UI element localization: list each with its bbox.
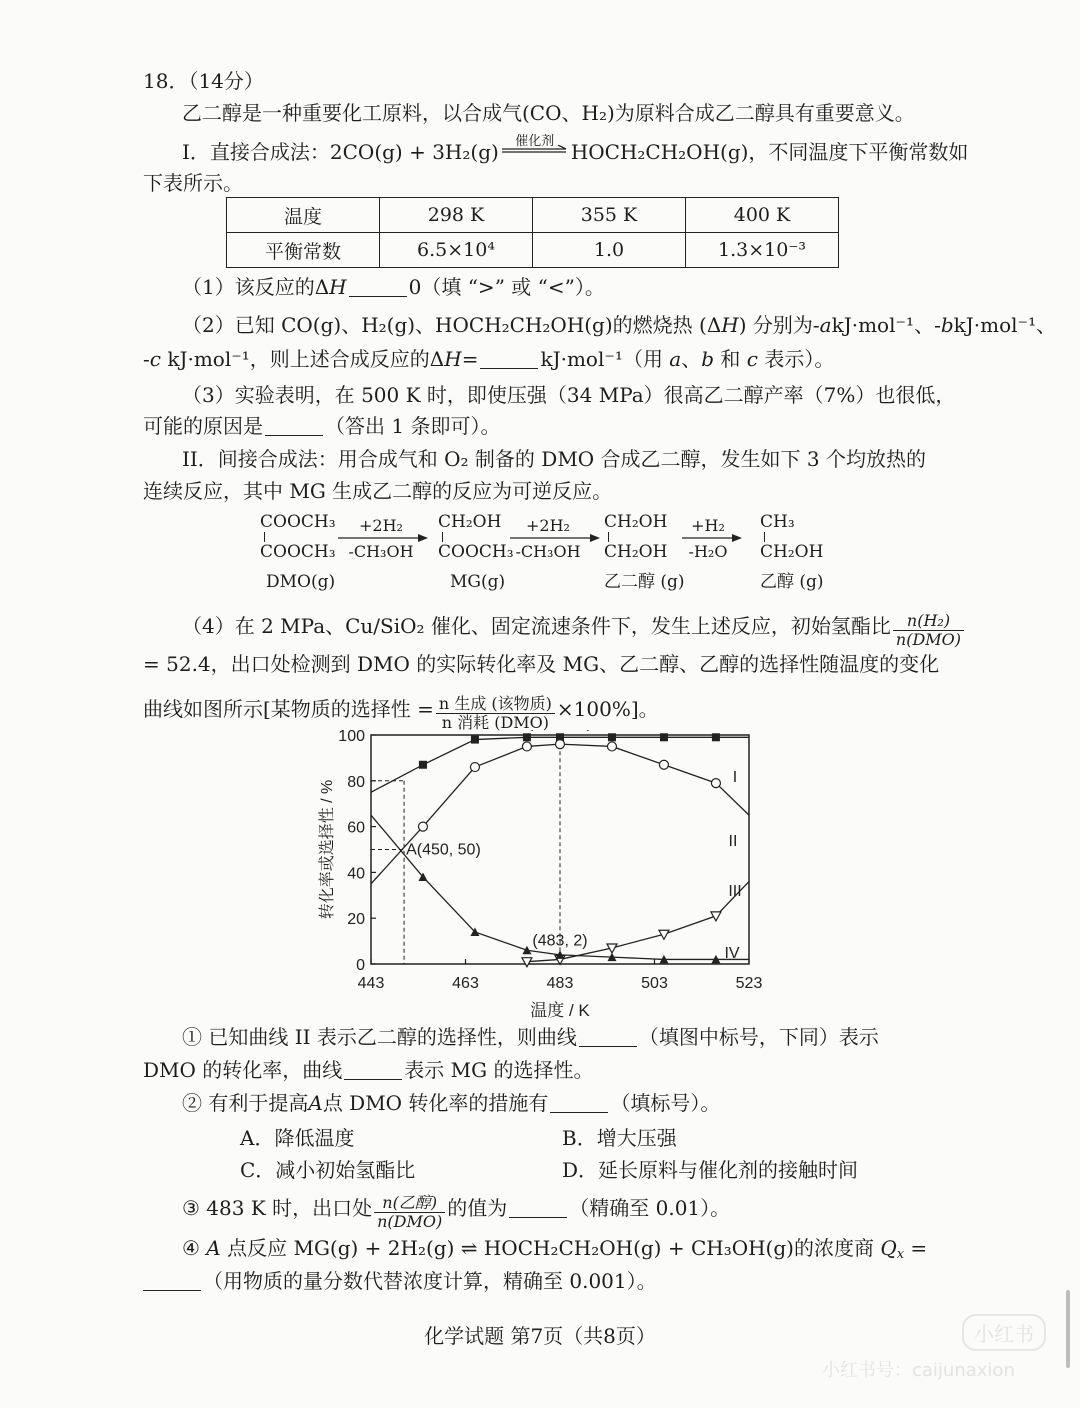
part1-label: I．直接合成法： <box>182 140 330 164</box>
option-c[interactable]: C．减小初始氢酯比 <box>240 1158 416 1182</box>
q3-text: 可能的原因是 <box>143 414 263 438</box>
q-symbol: Q <box>880 1236 897 1260</box>
ratio-denominator: n(DMO) <box>895 630 962 649</box>
option-d[interactable]: D．延长原料与催化剂的接触时间 <box>562 1158 859 1182</box>
sub2-text: 点 DMO 转化率的措施有 <box>322 1091 549 1115</box>
series-line-II <box>371 744 749 884</box>
cond2-top: +2H₂ <box>526 516 570 535</box>
point-I <box>419 761 427 769</box>
q2-text: - <box>143 347 150 371</box>
ratio-numerator: n(H₂) <box>893 612 964 631</box>
q2-text: kJ·mol⁻¹（用 <box>540 347 663 371</box>
ethanol-top: CH₃ <box>760 512 795 532</box>
sub4-text: 点反应 MG(g) + 2H₂(g) ⇌ HOCH₂CH₂OH(g) + CH₃OH(g)的浓度商 <box>220 1236 874 1260</box>
point-II <box>470 763 479 772</box>
sub1-text: 表示 MG 的选择性。 <box>404 1058 594 1082</box>
selectivity-numerator: n 生成 (该物质) <box>436 695 555 714</box>
eg-top: CH₂OH <box>604 512 668 532</box>
ethanol-bottom: CH₂OH <box>760 542 824 562</box>
point-III <box>711 912 721 921</box>
y-tick-label: 100 <box>338 730 365 745</box>
conversion-selectivity-chart <box>310 730 780 1030</box>
eg-name: 乙二醇 (g) <box>604 572 685 592</box>
part1-reactants: 2CO(g) + 3H₂(g) <box>329 140 499 164</box>
sub2-text: （填标号）。 <box>610 1091 721 1115</box>
x-tick-label: 483 <box>546 975 574 992</box>
equilibrium-table <box>226 197 839 268</box>
q4-line2: = 52.4，出口处检测到 DMO 的实际转化率及 MG、乙二醇、乙醇的选择性随温度的变化 <box>143 652 940 676</box>
mg-name: MG(g) <box>450 572 506 592</box>
point-IV <box>522 946 531 955</box>
point-I <box>608 733 616 741</box>
q-subscript: x <box>896 1247 905 1262</box>
q2-var-h: H <box>444 347 462 371</box>
point-I <box>712 733 720 741</box>
dmo-top: COOCH₃ <box>260 512 336 532</box>
q2-var-b: b <box>940 313 954 337</box>
point-II <box>711 779 720 788</box>
q4-text: ×100%]。 <box>556 697 659 721</box>
q2-var-h: H <box>721 313 739 337</box>
option-a[interactable]: A．降低温度 <box>240 1126 355 1150</box>
part2-line1: II．间接合成法：用合成气和 O₂ 制备的 DMO 合成乙二醇，发生如下 3 个均放热的 <box>182 447 926 471</box>
point-III <box>522 958 532 967</box>
sub3-text: ③ 483 K 时，出口处 <box>182 1196 373 1220</box>
annotation: (483, 2) <box>532 932 588 950</box>
sub4-text: （用物质的量分数代替浓度计算，精确至 0.001）。 <box>203 1269 657 1293</box>
x-tick-label: 443 <box>357 975 385 992</box>
q2-var-b: b <box>701 347 715 371</box>
series-label-II: II <box>728 833 738 850</box>
q1-var: H <box>329 275 347 299</box>
table-header: 355 K <box>533 198 686 233</box>
y-tick-label: 60 <box>347 819 365 837</box>
point-a-label: A <box>308 1091 323 1115</box>
cond3-bottom: -H₂O <box>688 542 728 561</box>
selectivity-formula <box>436 695 555 732</box>
ratio-denominator: n(DMO) <box>377 1212 443 1231</box>
watermark-id: 小红书号：caijunaxion <box>822 1360 1015 1381</box>
dmo-structure <box>260 512 336 562</box>
cond1-bottom: -CH₃OH <box>348 542 414 561</box>
point-I <box>471 736 479 744</box>
answer-blank[interactable] <box>550 1094 608 1113</box>
answer-blank[interactable] <box>349 278 407 297</box>
point-II <box>659 760 668 769</box>
q4-text: （4）在 2 MPa、Cu/SiO₂ 催化、固定流速条件下，发生上述反应，初始氢酯比 <box>182 614 891 638</box>
point-II <box>522 742 531 751</box>
table-header: 400 K <box>686 198 839 233</box>
eg-bottom: CH₂OH <box>604 542 668 562</box>
q3-line2 <box>143 413 500 439</box>
y-tick-label: 0 <box>356 957 365 974</box>
answer-blank[interactable] <box>579 1028 637 1047</box>
q2-text: 表示）。 <box>757 347 835 371</box>
part1-product: HOCH₂CH₂OH(g)，不同温度下平衡常数如 <box>570 140 969 164</box>
catalyst-arrow <box>502 134 568 161</box>
table-row <box>227 198 839 233</box>
series-label-IV: IV <box>724 945 740 962</box>
q2-var-a: a <box>662 347 682 371</box>
sub4-line2 <box>143 1268 657 1294</box>
mg-bottom: COOCH₃ <box>438 542 514 562</box>
y-tick-label: 80 <box>347 773 365 791</box>
table-row <box>227 233 839 268</box>
point-a-label: A <box>206 1236 221 1260</box>
catalyst-label: 催化剂 <box>515 134 555 149</box>
point-II <box>418 822 427 831</box>
q2-text: kJ·mol⁻¹、 <box>953 313 1057 337</box>
sub4-text: = <box>904 1236 928 1260</box>
q2-text: kJ·mol⁻¹，则上述合成反应的Δ <box>160 347 445 371</box>
answer-blank[interactable] <box>480 350 538 369</box>
option-b[interactable]: B．增大压强 <box>562 1126 677 1150</box>
sub4-line1 <box>182 1235 927 1261</box>
page-footer: 化学试题 第7页（共8页） <box>424 1324 656 1348</box>
sub1-text: DMO 的转化率，曲线 <box>143 1058 343 1082</box>
q3-line1: （3）实验表明，在 500 K 时，即使压强（34 MPa）很高乙二醇产率（7%）也很低， <box>182 383 956 407</box>
q1-line <box>182 274 605 300</box>
sub1-text: ① 已知曲线 II 表示乙二醇的选择性，则曲线 <box>182 1025 577 1049</box>
intro-line: 乙二醇是一种重要化工原料，以合成气(CO、H₂)为原料合成乙二醇具有重要意义。 <box>182 101 915 125</box>
q3-text: （答出 1 条即可）。 <box>325 414 501 438</box>
point-I <box>523 733 531 741</box>
arrow-icon <box>502 145 568 155</box>
eg-structure <box>604 512 667 562</box>
watermark-logo: 小红书 <box>962 1314 1046 1351</box>
answer-blank[interactable] <box>143 1272 201 1291</box>
q2-var-c: c <box>149 347 161 371</box>
q2-text: 和 <box>714 347 747 371</box>
point-II <box>556 740 565 749</box>
sub1-text: （填图中标号，下同）表示 <box>638 1025 879 1049</box>
part1-tail: 下表所示。 <box>143 171 243 195</box>
sub4-text: ④ <box>182 1236 200 1260</box>
q2-text: ) 分别为- <box>738 313 820 337</box>
sub1-line2 <box>143 1057 593 1083</box>
q2-text: = <box>461 347 479 371</box>
selectivity-denominator: n 消耗 (DMO) <box>441 713 550 732</box>
series-label-I: I <box>732 769 738 786</box>
q2-var-a: a <box>819 313 832 337</box>
q4-line1 <box>182 612 966 649</box>
table-cell: 1.3×10⁻³ <box>686 233 839 268</box>
y-tick-label: 20 <box>347 911 365 929</box>
part1-line <box>182 134 969 165</box>
q2-var-c: c <box>746 347 758 371</box>
x-tick-label: 503 <box>641 975 668 992</box>
x-axis-label: 温度 / K <box>530 1001 590 1020</box>
cond1-top: +2H₂ <box>359 516 403 535</box>
y-tick-label: 40 <box>347 865 365 883</box>
mg-top: CH₂OH <box>438 512 502 532</box>
answer-blank[interactable] <box>265 417 323 436</box>
annotation <box>528 730 592 731</box>
q2-text: kJ·mol⁻¹、- <box>831 313 941 337</box>
cond2-bottom: -CH₃OH <box>515 542 581 561</box>
sub2-line <box>182 1090 720 1116</box>
dmo-bottom: COOCH₃ <box>260 542 336 562</box>
ratio-numerator: n(乙醇) <box>374 1194 445 1213</box>
q2-line1 <box>182 312 1056 338</box>
q1-text-end: 0（填 “>” 或 “<”）。 <box>408 275 605 299</box>
part2-line2: 连续反应，其中 MG 生成乙二醇的反应为可逆反应。 <box>143 479 613 503</box>
sub1-line1 <box>182 1024 879 1050</box>
ethanol-structure <box>760 512 823 562</box>
q2-line2 <box>143 346 834 372</box>
x-tick-label: 523 <box>735 975 763 992</box>
x-tick-label: 463 <box>452 975 479 992</box>
scrollbar[interactable] <box>1066 1290 1070 1368</box>
table-cell: 1.0 <box>533 233 686 268</box>
annotation: A(450, 50) <box>406 841 481 859</box>
answer-blank[interactable] <box>344 1061 402 1080</box>
ethanol-name: 乙醇 (g) <box>760 572 824 592</box>
cond3-top: +H₂ <box>691 516 725 535</box>
table-header: 温度 <box>227 198 380 233</box>
q2-text: 、 <box>681 347 702 371</box>
series-label-III: III <box>728 883 742 900</box>
q2-text: （2）已知 CO(g)、H₂(g)、HOCH₂CH₂OH(g)的燃烧热 (Δ <box>182 313 722 337</box>
sub3-text: （精确至 0.01）。 <box>569 1196 731 1220</box>
q4-text: 曲线如图所示[某物质的选择性 = <box>143 697 434 721</box>
q1-text: （1）该反应的Δ <box>182 275 330 299</box>
dmo-name: DMO(g) <box>266 572 336 592</box>
answer-blank[interactable] <box>509 1199 567 1218</box>
point-I <box>660 733 668 741</box>
table-cell: 6.5×10⁴ <box>380 233 533 268</box>
point-II <box>607 742 616 751</box>
q4-line3 <box>143 695 659 732</box>
hydrogen-ester-ratio <box>893 612 964 649</box>
sub3-line <box>182 1194 730 1231</box>
sub2-text: ② 有利于提高 <box>182 1091 309 1115</box>
sub3-text: 的值为 <box>447 1196 508 1220</box>
table-header: 298 K <box>380 198 533 233</box>
y-axis-label: 转化率或选择性 / % <box>319 779 336 920</box>
table-row-label: 平衡常数 <box>227 233 380 268</box>
question-number: 18．（14分） <box>143 69 264 93</box>
ethanol-ratio <box>374 1194 445 1231</box>
